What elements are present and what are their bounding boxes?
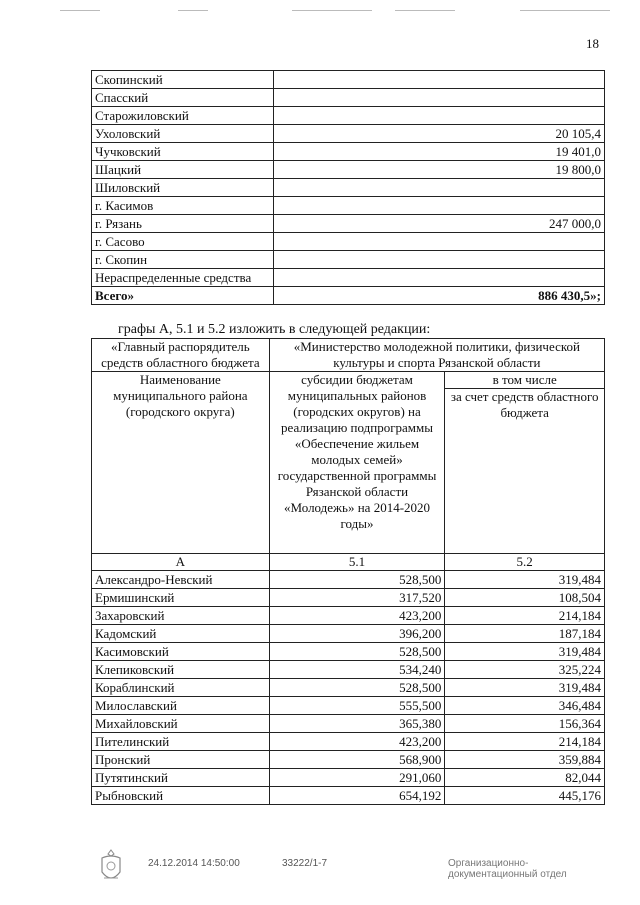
subsidy-total: 654,192 <box>269 787 445 805</box>
district-name: г. Касимов <box>92 197 274 215</box>
subsidy-regional: 214,184 <box>445 607 605 625</box>
subsidy-regional: 319,484 <box>445 643 605 661</box>
table-row <box>92 161 605 179</box>
subsidy-regional: 108,504 <box>445 589 605 607</box>
districts-table-continued <box>91 70 605 305</box>
district-name: г. Рязань <box>92 215 274 233</box>
subsidy-total: 423,200 <box>269 607 445 625</box>
district-name: Кораблинский <box>92 679 270 697</box>
district-name: Кадомский <box>92 625 270 643</box>
district-name: Милославский <box>92 697 270 715</box>
scan-mark <box>292 10 372 11</box>
district-value <box>274 269 605 287</box>
district-name: Путятинский <box>92 769 270 787</box>
subsidy-total: 528,500 <box>269 571 445 589</box>
district-value <box>274 233 605 251</box>
table-row <box>92 125 605 143</box>
subsidy-total: 396,200 <box>269 625 445 643</box>
scan-mark <box>520 10 610 11</box>
district-name: Касимовский <box>92 643 270 661</box>
district-value <box>274 71 605 89</box>
subsidy-total: 291,060 <box>269 769 445 787</box>
column-label-5-1: 5.1 <box>269 554 445 571</box>
district-name: Пронский <box>92 751 270 769</box>
district-name: Шиловский <box>92 179 274 197</box>
total-row <box>92 287 605 305</box>
district-value: 19 800,0 <box>274 161 605 179</box>
subsidy-total: 423,200 <box>269 733 445 751</box>
subsidy-regional: 445,176 <box>445 787 605 805</box>
table-row <box>92 661 605 679</box>
subsidy-regional: 319,484 <box>445 571 605 589</box>
column-5-2-header-top: в том числе <box>445 372 605 389</box>
table-row <box>92 697 605 715</box>
subsidy-total: 317,520 <box>269 589 445 607</box>
header-ministry-name: «Министерство молодежной политики, физической культуры и спорта Рязанской области <box>269 339 604 372</box>
district-value: 20 105,4 <box>274 125 605 143</box>
district-name: Спасский <box>92 89 274 107</box>
header-main-distributor-label: «Главный распорядитель средств областного бюджета <box>92 339 270 372</box>
district-name: Клепиковский <box>92 661 270 679</box>
subsidy-total: 568,900 <box>269 751 445 769</box>
table-row <box>92 251 605 269</box>
column-a-header: Наименование муниципального района (городского округа) <box>92 372 270 554</box>
district-name: Чучковский <box>92 143 274 161</box>
table-row <box>92 179 605 197</box>
table-row <box>92 269 605 287</box>
footer-timestamp: 24.12.2014 14:50:00 <box>148 858 240 869</box>
subsidy-regional: 359,884 <box>445 751 605 769</box>
table-row <box>92 233 605 251</box>
instruction-text: графы А, 5.1 и 5.2 изложить в следующей редакции: <box>118 322 431 337</box>
table-row <box>92 589 605 607</box>
footer-doc-number: 33222/1-7 <box>282 858 328 869</box>
district-name: Нераспределенные средства <box>92 269 274 287</box>
district-value: 19 401,0 <box>274 143 605 161</box>
subsidy-regional: 187,184 <box>445 625 605 643</box>
table-row <box>92 751 605 769</box>
district-name: Александро-Невский <box>92 571 270 589</box>
district-name: Ермишинский <box>92 589 270 607</box>
subsidy-regional: 82,044 <box>445 769 605 787</box>
column-5-2-header: за счет средств областного бюджета <box>445 389 605 554</box>
scan-mark <box>60 10 100 11</box>
table-row <box>92 625 605 643</box>
district-name: Шацкий <box>92 161 274 179</box>
subsidy-total: 555,500 <box>269 697 445 715</box>
table-row <box>92 787 605 805</box>
column-label-5-2: 5.2 <box>445 554 605 571</box>
table-row <box>92 643 605 661</box>
district-name: Пителинский <box>92 733 270 751</box>
subsidy-total: 528,500 <box>269 643 445 661</box>
total-label: Всего» <box>92 287 274 305</box>
subsidy-total: 528,500 <box>269 679 445 697</box>
footer-department-stamp <box>448 858 568 880</box>
subsidy-regional: 346,484 <box>445 697 605 715</box>
stamp-line-1: Организационно- <box>448 858 529 869</box>
column-5-1-header: субсидии бюджетам муниципальных районов (городских округов) на реализацию подпрограммы «Обеспечение жильем молодых семей» государственной программы Рязанской области «Молодежь» на 2014-2020 годы» <box>269 372 445 554</box>
district-name: Захаровский <box>92 607 270 625</box>
district-value <box>274 179 605 197</box>
coat-of-arms-icon <box>96 848 126 886</box>
district-value <box>274 107 605 125</box>
subsidy-regional: 156,364 <box>445 715 605 733</box>
district-name: Рыбновский <box>92 787 270 805</box>
table-row <box>92 715 605 733</box>
table-row <box>92 215 605 233</box>
total-value: 886 430,5»; <box>274 287 605 305</box>
scan-mark <box>178 10 208 11</box>
subsidy-total: 365,380 <box>269 715 445 733</box>
table-row <box>92 733 605 751</box>
subsidy-regional: 325,224 <box>445 661 605 679</box>
subsidy-regional: 214,184 <box>445 733 605 751</box>
district-value <box>274 251 605 269</box>
subsidies-table <box>91 338 605 805</box>
table-row <box>92 89 605 107</box>
subsidy-regional: 319,484 <box>445 679 605 697</box>
scan-mark <box>395 10 455 11</box>
district-value <box>274 89 605 107</box>
district-value <box>274 197 605 215</box>
district-name: г. Скопин <box>92 251 274 269</box>
table-row <box>92 143 605 161</box>
district-name: Скопинский <box>92 71 274 89</box>
table-row <box>92 679 605 697</box>
table-row <box>92 197 605 215</box>
table-row <box>92 571 605 589</box>
table-row <box>92 769 605 787</box>
district-value: 247 000,0 <box>274 215 605 233</box>
district-name: Михайловский <box>92 715 270 733</box>
subsidy-total: 534,240 <box>269 661 445 679</box>
page-number: 18 <box>586 36 599 51</box>
stamp-line-2: документационный отдел <box>448 869 567 880</box>
table-row <box>92 607 605 625</box>
column-label-a: А <box>92 554 270 571</box>
table-row <box>92 71 605 89</box>
district-name: Старожиловский <box>92 107 274 125</box>
district-name: г. Сасово <box>92 233 274 251</box>
district-name: Ухоловский <box>92 125 274 143</box>
table-row <box>92 107 605 125</box>
